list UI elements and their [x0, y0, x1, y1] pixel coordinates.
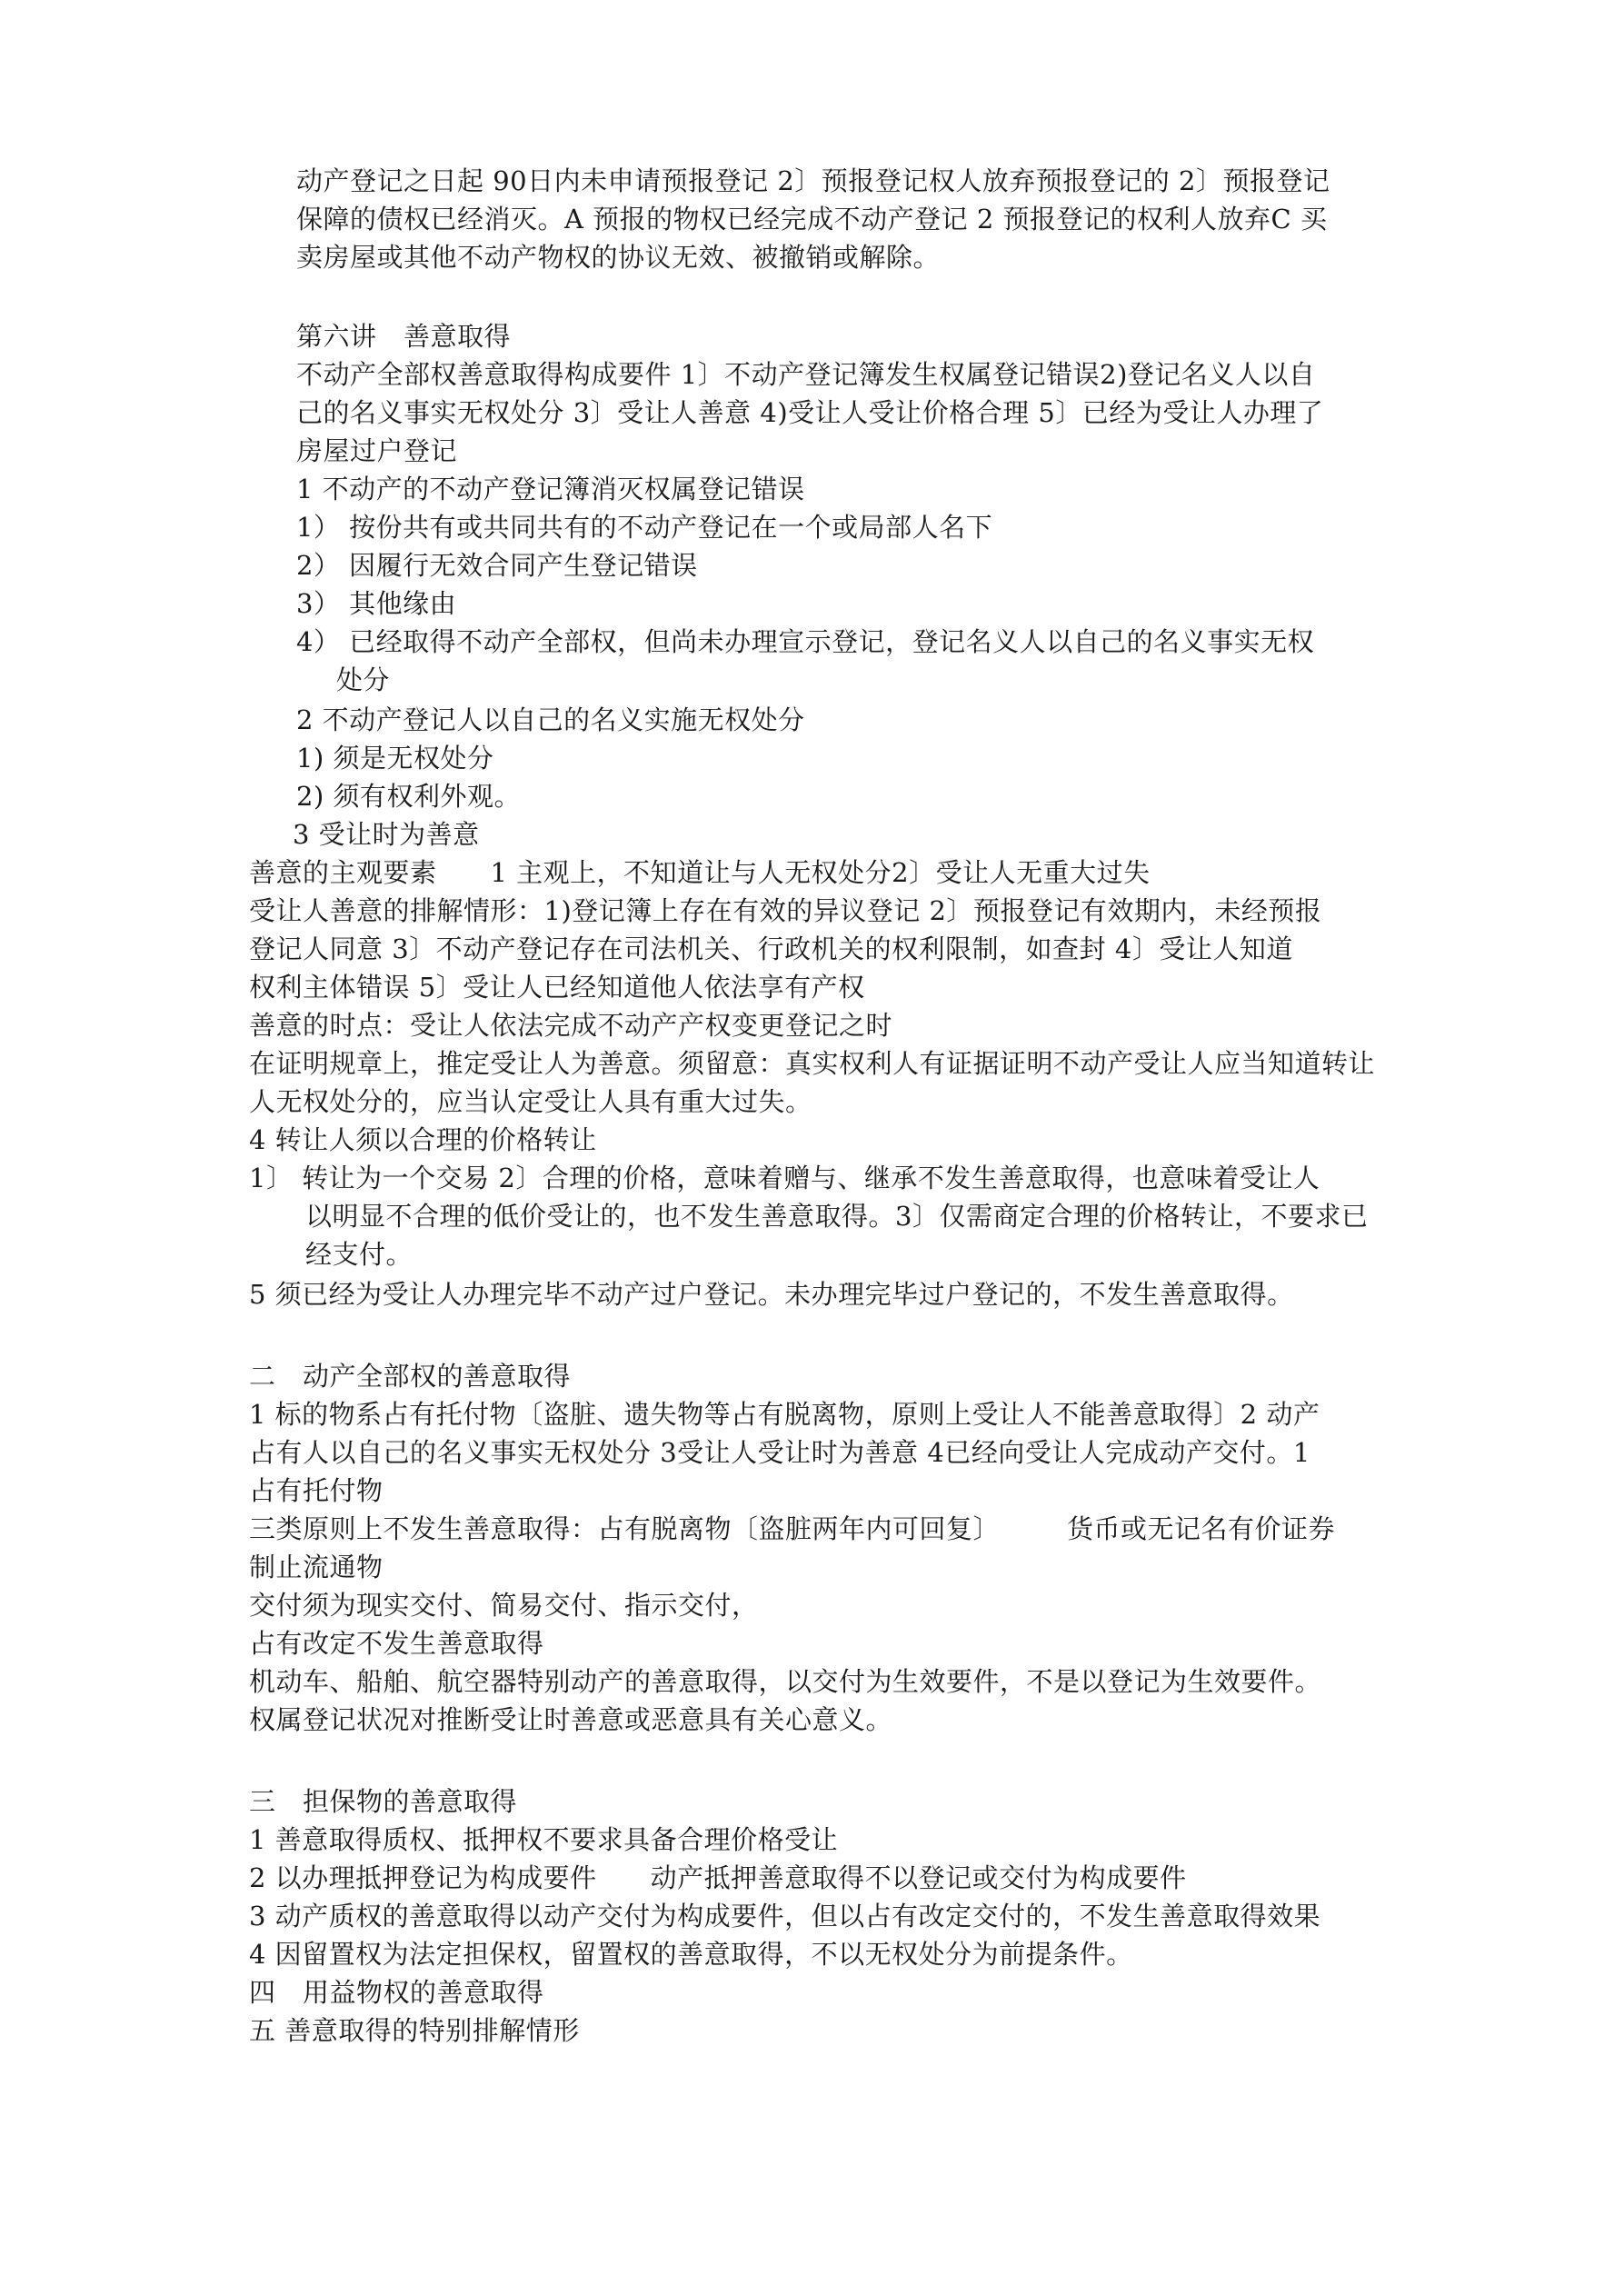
section-heading: 三 担保物的善意取得 [249, 1786, 518, 1817]
text-line: 房屋过户登记 [296, 435, 458, 466]
text-line: 2 以办理抵押登记为构成要件 动产抵押善意取得不以登记或交付为构成要件 [249, 1862, 1187, 1893]
section-heading: 四 用益物权的善意取得 [249, 1977, 544, 2008]
text-line: 占有人以自己的名义事实无权处分 3受让人受让时为善意 4已经向受让人完成动产交付。1 [249, 1437, 1310, 1468]
section-heading: 第六讲 善意取得 [296, 321, 512, 352]
list-item: 1〕 转让为一个交易 2〕合理的价格，意味着赠与、继承不发生善意取得，也意味着受让人 [249, 1163, 1320, 1193]
list-item-continuation: 以明显不合理的低价受让的，也不发生善意取得。3〕仅需商定合理的价格转让，不要求已 [305, 1201, 1369, 1232]
text-line: 保障的债权已经消灭。A 预报的物权已经完成不动产登记 2 预报登记的权利人放弃C 买 [296, 204, 1328, 235]
text-line: 卖房屋或其他不动产物权的协议无效、被撤销或解除。 [296, 242, 941, 273]
text-line: 2 不动产登记人以自己的名义实施无权处分 [296, 704, 805, 735]
text-line: 三类原则上不发生善意取得：占有脱离物〔盗脏两年内可回复〕 货币或无记名有价证券 [249, 1513, 1336, 1544]
list-item: 1） 按份共有或共同共有的不动产登记在一个或局部人名下 [296, 512, 993, 543]
section-heading: 五 善意取得的特别排解情形 [249, 2015, 580, 2046]
list-item: 4） 已经取得不动产全部权，但尚未办理宣示登记，登记名义人以自己的名义事实无权 [296, 626, 1315, 657]
text-line: 占有托付物 [249, 1475, 384, 1506]
text-line: 4 因留置权为法定担保权，留置权的善意取得，不以无权处分为前提条件。 [249, 1939, 1133, 1970]
list-item: 3） 其他缘由 [296, 588, 457, 619]
text-line: 权利主体错误 5〕受让人已经知道他人依法享有产权 [249, 972, 865, 1003]
text-line: 4 转让人须以合理的价格转让 [249, 1124, 597, 1155]
text-line: 交付须为现实交付、简易交付、指示交付， [249, 1590, 759, 1621]
text-line: 人无权处分的，应当认定受让人具有重大过失。 [249, 1086, 812, 1117]
list-item-continuation: 经支付。 [305, 1239, 413, 1270]
text-line: 3 受让时为善意 [293, 819, 480, 850]
text-line: 制止流通物 [249, 1552, 384, 1582]
list-item: 2) 须有权利外观。 [296, 781, 521, 812]
text-line: 受让人善意的排解情形：1)登记簿上存在有效的异议登记 2〕预报登记有效期内，未经预报 [249, 895, 1322, 926]
text-line: 1 善意取得质权、抵押权不要求具备合理价格受让 [249, 1824, 839, 1855]
text-line: 动产登记之日起 90日内未申请预报登记 2〕预报登记权人放弃预报登记的 2〕预报登记 [296, 165, 1330, 196]
text-line: 权属登记状况对推断受让时善意或恶意具有关心意义。 [249, 1704, 893, 1735]
section-heading: 二 动产全部权的善意取得 [249, 1361, 572, 1392]
text-line: 机动车、船舶、航空器特别动产的善意取得，以交付为生效要件，不是以登记为生效要件。 [249, 1666, 1322, 1697]
list-item: 2） 因履行无效合同产生登记错误 [296, 550, 698, 581]
text-line: 善意的时点：受让人依法完成不动产产权变更登记之时 [249, 1010, 893, 1041]
text-line: 1 标的物系占有托付物〔盗脏、遗失物等占有脱离物，原则上受让人不能善意取得〕2 动产 [249, 1399, 1320, 1430]
text-line: 登记人同意 3〕不动产登记存在司法机关、行政机关的权利限制，如查封 4〕受让人知道 [249, 933, 1293, 964]
text-line: 善意的主观要素 1 主观上，不知道让与人无权处分2〕受让人无重大过失 [249, 857, 1151, 888]
text-line: 5 须已经为受让人办理完毕不动产过户登记。未办理完毕过户登记的，不发生善意取得。 [249, 1279, 1294, 1310]
text-line: 己的名义事实无权处分 3〕受让人善意 4)受让人受让价格合理 5〕已经为受让人办理了 [296, 397, 1324, 428]
list-item: 1) 须是无权处分 [296, 743, 494, 774]
text-line: 不动产全部权善意取得构成要件 1〕不动产登记簿发生权属登记错误2)登记名义人以自 [296, 359, 1316, 390]
list-item-continuation: 处分 [336, 664, 391, 695]
text-line: 在证明规章上，推定受让人为善意。须留意：真实权利人有证据证明不动产受让人应当知道转让 [249, 1048, 1376, 1079]
text-line: 占有改定不发生善意取得 [249, 1628, 544, 1659]
text-line: 1 不动产的不动产登记簿消灭权属登记错误 [296, 474, 805, 504]
text-line: 3 动产质权的善意取得以动产交付为构成要件，但以占有改定交付的，不发生善意取得效果 [249, 1901, 1321, 1932]
